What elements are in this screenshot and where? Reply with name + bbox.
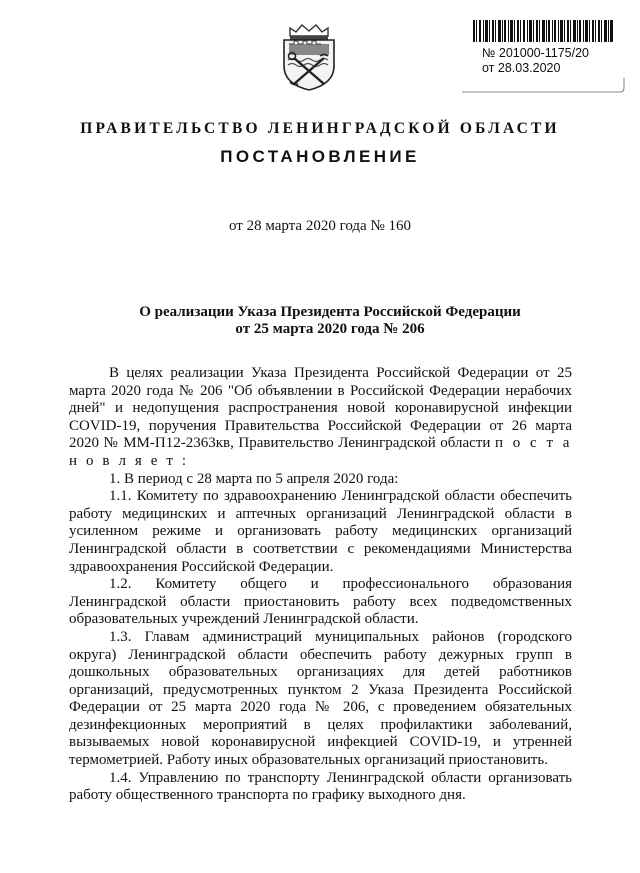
subject-line-1: О реализации Указа Президента Российской Федерации [139,304,521,320]
barcode-image [473,20,613,42]
coat-of-arms-emblem [276,22,342,92]
registration-number: № 201000-1175/20 [482,46,590,60]
decree-date-number: от 28 марта 2020 года № 160 [228,218,412,234]
decree-subject [80,304,580,338]
paragraph-1: 1. В период с 28 марта по 5 апреля 2020 года: [109,470,399,487]
paragraph-1-2: 1.2. Комитету общего и профессионального образования Ленинградской области приостановить работу всех подведомственных образовательных учреждений Ленинградской области. [69,576,572,628]
government-title: ПРАВИТЕЛЬСТВО ЛЕНИНГРАДСКОЙ ОБЛАСТИ [80,120,560,137]
subject-line-2: от 25 марта 2020 года № 206 [235,321,425,337]
paragraph-1-4: 1.4. Управлению по транспорту Ленинградской области организовать работу общественного транспорта по графику выходного дня. [69,769,572,804]
preamble-text: В целях реализации Указа Президента Российской Федерации от 25 марта 2020 года № 206 "Об объявлении в Российской Федерации нерабочих дней" и недопущения распространения новой коронавирусной инфекции COVID-19, поручения Правительства Российской Федерации от 26 марта 2020 № ММ-П12-2363кв, Правительство Ленинградской области [69,365,572,452]
decides-phrase: п о с т а н о в л я е т : [69,435,573,469]
decree-body [69,365,572,805]
document-type-heading: ПОСТАНОВЛЕНИЕ [220,147,420,166]
stamp-corner-line [460,76,626,94]
paragraph-1-1: 1.1. Комитету по здравоохранению Ленинградской области обеспечить работу медицинских и аптечных организаций Ленинградской области в усиленном режиме и организовать работу медицинских организаций Ленинградской области в соответствии с рекомендациями Министерства здравоохранения Российской Федерации. [69,488,572,575]
paragraph-1-3: 1.3. Главам администраций муниципальных районов (городского округа) Ленинградской области обеспечить работу дежурных групп в дошкольных образовательных организациях для детей работников организаций, предусмотренных пунктом 2 Указа Президента Российской Федерации от 25 марта 2020 года № 206, с проведением обязательных дезинфекционных мероприятий в целях профилактики заболеваний, вызываемых новой коронавирусной инфекцией COVID-19, и утренней термометрией. Работу иных образовательных организаций приостановить. [69,628,572,769]
preamble-paragraph [69,365,572,471]
registration-date: от 28.03.2020 [482,61,561,75]
